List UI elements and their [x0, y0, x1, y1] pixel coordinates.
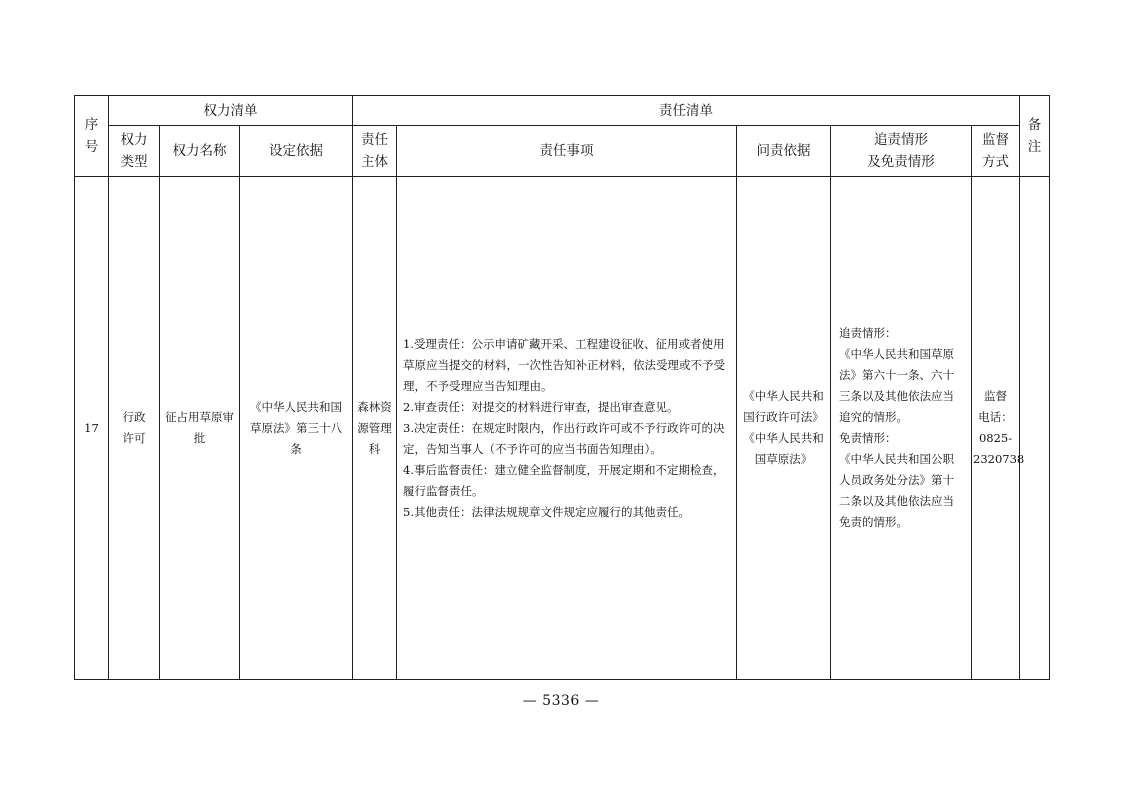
supervision-line: 2320738	[973, 452, 1025, 466]
row-remarks	[1020, 177, 1050, 680]
pursuit-line: 免责情形：	[839, 431, 897, 445]
header-basis: 设定依据	[240, 126, 353, 177]
header-seq: 序号	[75, 96, 109, 177]
header-pursuit	[831, 126, 972, 177]
row-seq: 17	[75, 177, 109, 680]
supervision-line: 监督	[984, 389, 1008, 403]
supervision-line: 0825-	[978, 431, 1013, 445]
row-basis: 《中华人民共和国草原法》第三十八条	[240, 177, 353, 680]
pursuit-line: 《中华人民共和国公职人员政务处分法》第十二条以及其他依法应当免责的情形。	[839, 452, 955, 529]
accountability-item: 《中华人民共和国草原法》	[743, 431, 824, 466]
header-row-2	[75, 126, 1050, 177]
header-matters: 责任事项	[397, 126, 737, 177]
row-pursuit	[831, 177, 972, 680]
supervision-line: 电话：	[978, 410, 1013, 424]
row-accountability-basis	[737, 177, 831, 680]
row-matters	[397, 177, 737, 680]
matter-item: 2.审查责任：对提交的材料进行审查，提出审查意见。	[403, 399, 679, 414]
matter-item: 1.受理责任：公示申请矿藏开采、工程建设征收、征用或者使用草原应当提交的材料，一次性告知补正材料，依法受理或不予受理，不予受理应当告知理由。	[403, 336, 726, 393]
row-subject: 森林资源管理科	[353, 177, 397, 680]
header-pursuit-line-1: 追责情形	[874, 132, 929, 148]
table-row	[75, 177, 1050, 680]
header-responsibility-list: 责任清单	[353, 96, 1020, 126]
header-power-list: 权力清单	[109, 96, 353, 126]
header-remarks: 备注	[1020, 96, 1050, 177]
row-power-type: 行政许可	[109, 177, 160, 680]
header-row-1	[75, 96, 1050, 126]
header-pursuit-line-2: 及免责情形	[867, 154, 935, 170]
page-number: — 5336 —	[522, 693, 600, 709]
responsibility-table	[74, 95, 1050, 680]
pursuit-line: 追责情形：	[839, 326, 897, 340]
header-accountability-basis: 问责依据	[737, 126, 831, 177]
row-supervision	[972, 177, 1025, 680]
matter-item: 5.其他责任：法律法规规章文件规定应履行的其他责任。	[403, 504, 691, 519]
pursuit-line: 《中华人民共和国草原法》第六十一条、六十三条以及其他依法应当追究的情形。	[839, 347, 955, 424]
header-supervision: 监督方式	[972, 126, 1020, 177]
header-power-type: 权力类型	[109, 126, 160, 177]
matter-item: 4.事后监督责任：建立健全监督制度，开展定期和不定期检查，履行监督责任。	[403, 462, 725, 498]
accountability-item: 《中华人民共和国行政许可法》	[743, 389, 824, 424]
header-subject: 责任主体	[353, 126, 397, 177]
matter-item: 3.决定责任：在规定时限内，作出行政许可或不予行政许可的决定，告知当事人（不予许可的应当书面告知理由）。	[403, 420, 725, 456]
row-power-name: 征占用草原审批	[160, 177, 240, 680]
header-power-name: 权力名称	[160, 126, 240, 177]
